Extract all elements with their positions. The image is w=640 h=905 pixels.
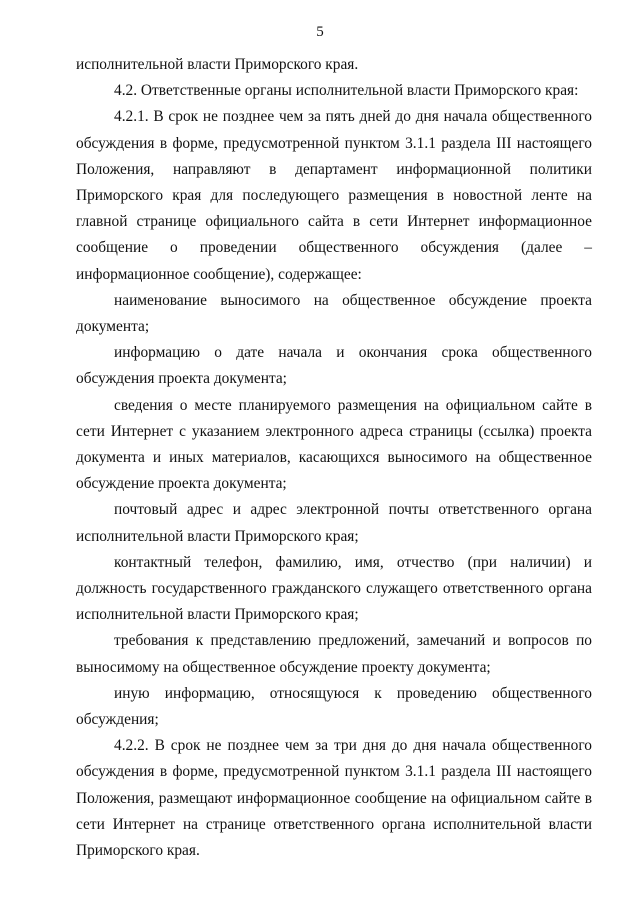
page-number: 5 [316, 24, 324, 40]
list-item-dates: информацию о дате начала и окончания срока общественного обсуждения проекта документа; [76, 344, 592, 388]
paragraph-4-2-1: 4.2.1. В срок не позднее чем за пять дней до дня начала общественного обсуждения в форме, предусмотренной пунктом 3.1.1 раздела III настоящего Положения, направляют в департамент информационной политики Приморского края для последующего размещения в новостной ленте на главной странице официального сайта в сети Интернет информационное сообщение о проведении общественного обсуждения (далее – информационное сообщение), содержащее: [76, 108, 592, 283]
list-item-contact: контактный телефон, фамилию, имя, отчество (при наличии) и должность государственного гражданского служащего ответственного органа исполнительной власти Приморского края; [76, 553, 592, 624]
paragraph-4-2-2: 4.2.2. В срок не позднее чем за три дня до дня начала общественного обсуждения в форме, предусмотренной пунктом 3.1.1 раздела III настоящего Положения, размещают информационное сообщение на официальном сайте в сети Интернет на странице ответственного органа исполнительной власти Приморского края. [76, 737, 592, 860]
list-item-placement: сведения о месте планируемого размещения на официальном сайте в сети Интернет с указанием электронного адреса страницы (ссылка) проекта документа и иных материалов, касающихся выносимого на общественное обсуждение проекта документа; [76, 396, 592, 493]
document-body [76, 52, 592, 864]
list-item-address: почтовый адрес и адрес электронной почты ответственного органа исполнительной власти Приморского края; [76, 501, 592, 545]
list-item-other-info: иную информацию, относящуюся к проведению общественного обсуждения; [76, 684, 592, 729]
list-item-document-name: наименование выносимого на общественное обсуждение проекта документа; [76, 291, 592, 336]
paragraph-continuation: исполнительной власти Приморского края. [76, 56, 359, 73]
list-item-requirements: требования к представлению предложений, замечаний и вопросов по выносимому на общественное обсуждение проекту документа; [76, 632, 592, 676]
paragraph-4-2: 4.2. Ответственные органы исполнительной власти Приморского края: [114, 82, 579, 100]
